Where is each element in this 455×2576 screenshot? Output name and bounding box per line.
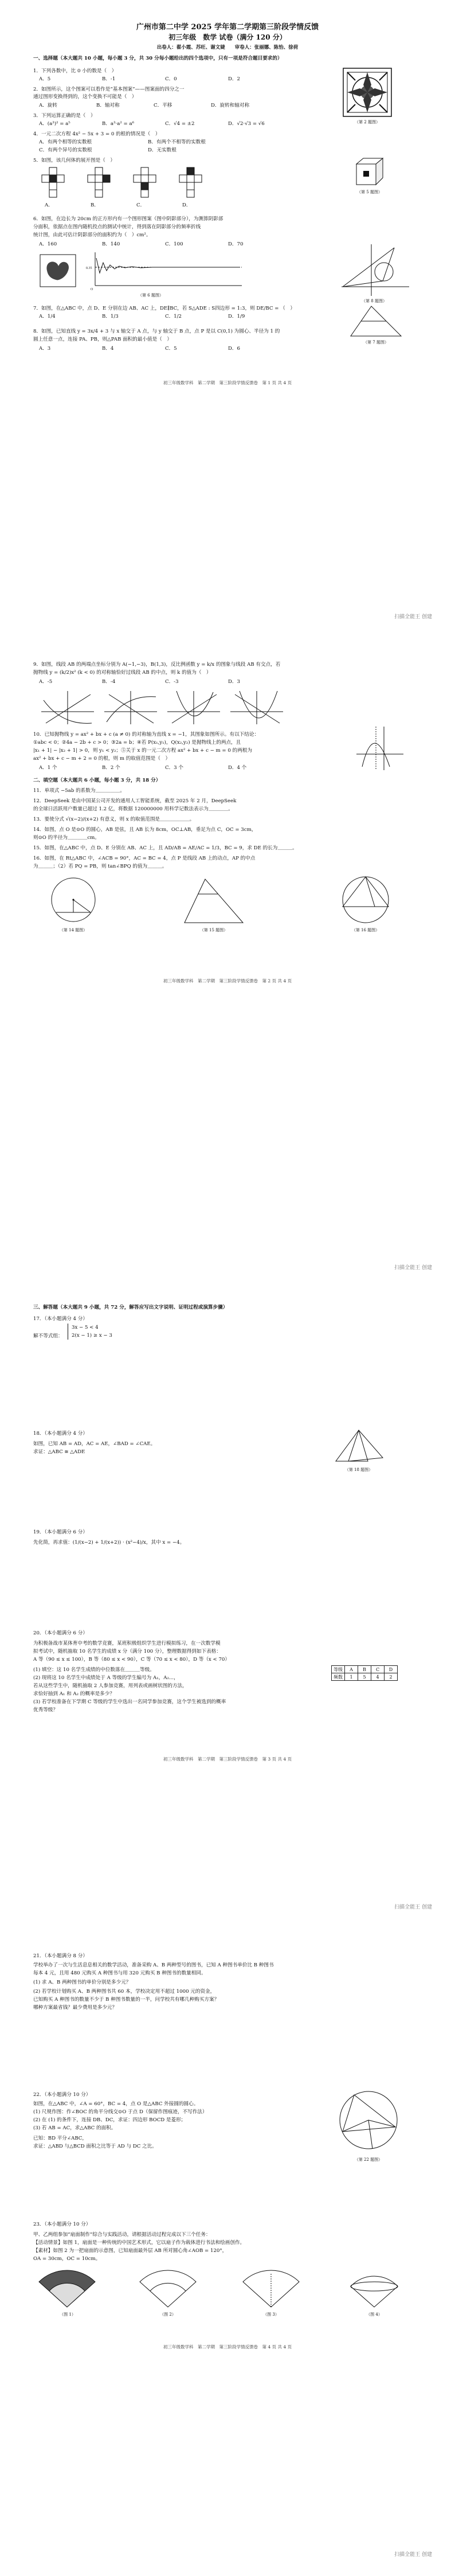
table-cell: 5 — [358, 1673, 371, 1681]
q6-option-d: D．70 — [228, 241, 244, 247]
q21-stem-1: 学校举办了一次与生活息息相关的数学活动，准备采购 A、B 两种型号的图书，已知 A 种图书单价比 B 种图书 — [33, 1962, 274, 1968]
q10-stem-cont2: |x₁ + 1| − |x₂ + 1| > 0，则 y₁ < y₂；⑤关于 x 的一元二次方程 ax² + bx + c − m = 0 的两根为 — [33, 748, 252, 754]
q14-figure-caption: （第 14 题图） — [59, 928, 88, 932]
q20-stem-1: 为积极备战市某体育中考的数学竞赛，某班积极组织学生进行模拟练习，在一次数学模 — [33, 1641, 221, 1646]
q20-stem-2: 拟考试中，随机抽取 10 名学生的成绩 x 分（满分 100 分），整理数据得到如下表格： — [33, 1649, 221, 1654]
q14-circle-figure — [45, 875, 102, 925]
q21-part-2c: 哪种方案最省钱？最少费用是多少元？ — [33, 2005, 117, 2011]
q2-option-d: D．旋转和轴对称 — [211, 103, 250, 108]
q10-graph-options — [39, 689, 291, 727]
table-row — [332, 1673, 398, 1681]
q23-fan-sector-figure — [240, 2269, 303, 2309]
q22-part-1: (1) 尺规作图：作∠BOC 的角平分线交⊙O 于点 D（保留作图痕迹，不写作法） — [33, 2109, 207, 2115]
table-cell: C — [371, 1666, 385, 1673]
q20-heading: 20．（本小题满分 6 分） — [33, 1630, 88, 1636]
q16-figure-caption: （第 16 题图） — [351, 928, 380, 932]
q5-cube-figure — [354, 156, 385, 187]
q4-option-b: B．有两个不相等的实数根 — [148, 139, 206, 145]
q14-stem: 14．如图，点 O 是⊙O 的圆心，AB 是弦，且 AB 长为 8cm，OC⊥AB，垂足为点 C，OC = 3cm， — [33, 827, 257, 833]
q22-stem: 如图，在△ABC 中，∠A = 60°，BC = 4，点 O 是△ABC 外接圆的圆心。 — [33, 2101, 199, 2107]
q14-stem-cont: 则⊙O 的半径为＿＿＿＿cm。 — [33, 835, 100, 841]
q18-prove: 求证：△ABC ≅ △ADE — [33, 1449, 85, 1455]
q16-stem-cont: 为＿＿＿；（2）若 PQ = PB，则 tan∠BPQ 的值为＿＿＿。 — [33, 864, 167, 869]
q22-part-2: (2) 在 (1) 的条件下，连接 DB、DC，求证：四边形 BOCD 是菱形； — [33, 2117, 186, 2123]
q1-stem: 1．下列各数中，比 0 小的数是（ ） — [33, 68, 117, 74]
table-cell: 等级 — [332, 1666, 345, 1673]
q9-option-b: B．-4 — [102, 679, 116, 685]
q6-option-a: A．160 — [39, 241, 57, 247]
q2-figure-caption: （第 2 题图） — [355, 120, 380, 124]
q10-option-c: C．3 个 — [165, 765, 183, 771]
q9-stem-cont: 抛物线 y = (k/2)x² (k < 0) 的对称轴恰好过线段 AB 的中点，则 k 的值为（ ） — [33, 670, 211, 676]
q8-circle-line-figure — [337, 242, 411, 297]
q2-stem: 2．如图所示，这个图案可以看作是“基本图案”——图案面的四分之一 — [33, 87, 185, 92]
q19-stem: 先化简，再求值：(1/(x−2) + 1/(x+2)) · (x²−4)/x，其中 x = −4。 — [33, 1540, 185, 1545]
table-cell: 频数 — [332, 1673, 345, 1681]
q12-stem: 12．DeepSeek 是由中国某公司开发的通用人工智能系统，截至 2025 年 2 月，DeepSeek — [33, 798, 237, 804]
page-2 — [0, 645, 455, 1290]
q1-option-c: C．0 — [165, 76, 177, 82]
q2-stem-cont: 通过图形变换得到的，这个变换不可能是（ ） — [33, 94, 137, 100]
q22-figure-caption: （第 22 题图） — [354, 2157, 383, 2162]
q22-circle-figure — [331, 2086, 406, 2155]
q11-stem: 11．单项式 −5ab 的系数为＿＿＿＿＿。 — [33, 788, 125, 794]
q23-heading: 23．（本小题满分 10 分） — [33, 2222, 91, 2227]
q7-option-b: B．1/3 — [102, 314, 119, 319]
q23-fan-cone-figure — [343, 2269, 406, 2309]
q20-part-2a: (2) 现将这 10 名学生中成绩处于 A 等级的学生编号为 A₁，A₂...， — [33, 1675, 179, 1681]
q15-figure-caption: （第 15 题图） — [199, 928, 228, 932]
q5-option-c: C． — [136, 202, 146, 208]
q20-frequency-table — [331, 1665, 398, 1681]
section-solve-heading: 三、解答题（本大题共 9 小题，共 72 分，解答应写出文字说明、证明过程或演算步骤） — [33, 1305, 228, 1310]
table-cell: 4 — [371, 1673, 385, 1681]
page-3 — [0, 1290, 455, 1935]
q18-stem: 如图，已知 AB = AD，AC = AE，∠BAD = ∠CAE。 — [33, 1441, 156, 1447]
q3-option-c: C．√4 = ±2 — [165, 121, 195, 127]
q21-stem-2: 每本 4 元，且用 480 元购买 A 种图书与用 320 元购买 B 种图书的数量相同。 — [33, 1970, 206, 1976]
q5-option-b: B． — [91, 202, 99, 208]
q10-option-b: B．2 个 — [102, 765, 120, 771]
q7-option-a: A．1/4 — [39, 314, 56, 319]
q2-option-c: C．平移 — [154, 103, 172, 108]
q3-option-b: B．a³·a² = a⁶ — [102, 121, 135, 127]
q23-stem: 甲、乙两组参加“扇面制作”综合与实践活动，请根据活动过程完成以下三个任务： — [33, 2232, 211, 2238]
q8-option-c: C．5 — [165, 346, 177, 352]
page-footer: 初三年级数学科 第二学期 第三阶段学情反馈卷 第 3 页 共 4 页 — [163, 1757, 292, 1762]
q7-option-c: C．1/2 — [165, 314, 182, 319]
q10-option-a: A．1 个 — [39, 765, 57, 771]
q21-part-1: (1) 求 A、B 两种图书的单价分别是多少元？ — [33, 1980, 131, 1985]
q4-option-a: A．有两个相等的实数根 — [39, 139, 92, 145]
q20-stem-3: A 等（90 ≤ x ≤ 100），B 等（80 ≤ x < 90），C 等（70 ≤ x < 80），D 等（x < 70） — [33, 1657, 230, 1662]
q7-option-d: D．1/9 — [228, 314, 245, 319]
q20-part-3b: 优秀等级？ — [33, 1707, 58, 1713]
q10-stem: 10．已知抛物线 y = ax² + bx + c (a ≠ 0) 的对称轴为直线 x = −1，其图象如图所示。有以下结论： — [33, 732, 260, 737]
page-4 — [0, 1935, 455, 2576]
q5-options-nets — [39, 166, 228, 200]
q8-figure-caption: （第 8 题图） — [362, 299, 387, 303]
q6-option-c: C．100 — [165, 241, 183, 247]
q23-scenario: 【活动情景】如图 1，扇面是一种传统的中国艺术形式，它以扇子作为载体进行书法和绘画创作。 — [33, 2240, 245, 2246]
q20-part-1: (1) 填空：这 10 名学生成绩的中位数落在＿＿＿等级。 — [33, 1667, 155, 1673]
q15-triangle-figure — [182, 877, 245, 925]
page-footer: 初三年级数学科 第二学期 第三阶段学情反馈卷 第 4 页 共 4 页 — [163, 2344, 292, 2349]
q2-option-a: A．旋转 — [39, 103, 57, 108]
q18-triangles-figure — [331, 1428, 386, 1465]
exam-sheet-3 — [10, 1301, 445, 1880]
scanner-watermark: 扫描全能王 创建 — [394, 614, 432, 620]
q17-inequality-2: 2(x − 1) ≥ x − 3 — [72, 1333, 112, 1338]
q23-fan-diagram-figure — [136, 2269, 199, 2309]
q1-option-b: B．-1 — [102, 76, 116, 82]
q16-stem: 16．如图，在 Rt△ABC 中，∠ACB = 90°，AC = BC = 4，点 P 是线段 AB 上的动点，AP 的中点 — [33, 856, 256, 861]
q6-frequency-line-figure — [84, 250, 244, 291]
q2-pattern-figure — [343, 68, 392, 117]
q19-heading: 19．（本小题满分 6 分） — [33, 1529, 88, 1535]
page-footer: 初三年级数学科 第二学期 第三阶段学情反馈卷 第 1 页 共 4 页 — [163, 380, 292, 385]
q9-option-c: C．-3 — [165, 679, 179, 685]
q5-option-a: A． — [45, 202, 53, 208]
q23-material-cont: OA = 30cm，OC = 10cm。 — [33, 2256, 101, 2262]
exam-sheet-2 — [10, 657, 445, 1236]
page-1 — [0, 0, 455, 645]
q4-stem: 4．一元二次方程 4x² − 5x + 3 = 0 的根的情况是（ ） — [33, 131, 160, 137]
exam-subtitle: 初三年级 数学 试卷（满分 120 分） — [168, 33, 287, 41]
q7-stem: 7．如图，在△ABC 中，点 D、E 分别在边 AB、AC 上，DE∥BC，若 S△ADE : S四边形 = 1:3，则 DE/BC = （ ） — [33, 306, 295, 311]
exam-title: 广州市第二中学 2025 学年第二学期第三阶段学情反馈 — [136, 23, 319, 32]
q5-stem: 5．如图，该几何体的展开图是（ ） — [33, 158, 115, 163]
scanner-watermark: 扫描全能王 创建 — [394, 1265, 432, 1271]
q8-option-d: D．6 — [228, 346, 240, 352]
table-cell: 1 — [345, 1673, 358, 1681]
q6-figure-caption: （第 6 题图） — [138, 293, 163, 298]
q6-option-b: B．140 — [102, 241, 120, 247]
q1-option-d: D．2 — [228, 76, 240, 82]
q6-stem-cont2: 统计图，由此可估计阴影部分的面积约为（ ）cm²。 — [33, 232, 151, 238]
q8-stem: 8．如图，已知直线 y = 3x/4 + 3 与 x 轴交于 A 点，与 y 轴交于 B 点，点 P 是以 C(0,1) 为圆心、半径为 1 的 — [33, 329, 280, 334]
q13-stem: 13．要使分式 √(x−2)/(x+2) 有意义，则 x 的取值范围是＿＿＿＿＿＿。 — [33, 817, 195, 822]
table-cell: B — [358, 1666, 371, 1673]
q23-figure4-caption: （图 4） — [366, 2312, 382, 2317]
q17-stem: 解不等式组： — [33, 1333, 63, 1339]
q9-option-d: D．3 — [228, 679, 240, 685]
q9-stem: 9．如图，线段 AB 的两端点坐标分别为 A(−1,−3)，B(1,3)，反比例函数 y = k/x 的图象与线段 AB 有交点，若 — [33, 662, 281, 668]
q8-option-b: B．4 — [102, 346, 114, 352]
q23-figure3-caption: （图 3） — [263, 2312, 279, 2317]
table-cell: A — [345, 1666, 358, 1673]
q10-stem-cont3: ax² + bx + c − m + 2 = 0 的根，则 m 的取值范围是（ ） — [33, 756, 171, 762]
q22-heading: 22．（本小题满分 10 分） — [33, 2092, 91, 2098]
q22-prove: 求证：△ABD 与△BCD 面积之比等于 AD 与 DC 之比。 — [33, 2144, 157, 2149]
q6-shaded-square-figure — [39, 253, 77, 288]
q3-stem: 3．下列运算正确的是（ ） — [33, 113, 96, 119]
q17-inequality-system — [68, 1324, 112, 1340]
exam-sheet-4 — [10, 1948, 445, 2528]
q23-figure2-caption: （图 2） — [160, 2312, 176, 2317]
q6-stem: 6．如图，在边长为 20cm 的正方形内有一个图形图案（图中阴影部分），为测算阴影部 — [33, 216, 223, 222]
exam-sheet-1 — [10, 13, 445, 591]
q23-fan-photo-figure — [36, 2269, 99, 2309]
q10-stem-cont1: ①abc < 0；②4a − 2b + c > 0；③2a = b；④若 P(x₁,y₁)，Q(x₂,y₂) 是抛物线上的两点，且 — [33, 740, 241, 746]
q20-part-2c: 求恰好抽到 A₁ 和 A₂ 的概率是多少？ — [33, 1691, 115, 1697]
table-header-row — [332, 1666, 398, 1673]
exam-authors: 出卷人：翟小霞、苏旺、谢文婕 审卷人：张丽娜、陈怡、徐荷 — [156, 45, 299, 50]
q4-option-d: D．无实数根 — [148, 147, 176, 153]
q3-option-a: A．(a³)² = a⁵ — [39, 121, 70, 127]
q5-figure-caption: （第 5 题图） — [357, 190, 382, 194]
q21-heading: 21．（本小题满分 8 分） — [33, 1953, 88, 1959]
q22-part-3: (3) 若 AB = AC，求△ABC 的面积。 — [33, 2125, 116, 2131]
scanner-watermark: 扫描全能王 创建 — [394, 2552, 432, 2558]
q17-inequality-1: 3x − 5 < 4 — [72, 1325, 99, 1330]
q20-part-3a: (3) 若学校准备在下学期 C 等级的学生中选出一名同学参加竞赛，这个学生被选到的概率 — [33, 1699, 226, 1705]
q4-option-c: C．有两个异号的实数根 — [39, 147, 92, 153]
q16-right-triangle-figure — [331, 872, 400, 925]
q12-stem-cont: 的全球日活跃用户数量已超过 1.2 亿，将数据 120000000 用科学记数法表示为＿＿＿＿。 — [33, 806, 233, 812]
q1-option-a: A．5 — [39, 76, 51, 82]
q23-material: 【素材】如图 2 为一把扇面的示意图，已知扇面最外层 AB 所对圆心角∠AOB = 120°， — [33, 2248, 227, 2254]
q5-option-d: D． — [182, 202, 191, 208]
q3-option-d: D．√2·√3 = √6 — [228, 121, 265, 127]
q20-part-2b: 若从这些学生中，随机抽取 2 人参加竞赛，用列表或画树状图的方法， — [33, 1683, 187, 1689]
q21-part-2b: 已知购买 A 种图书的数量不少于 B 种图书数量的一半，问学校共有哪几种购买方案？ — [33, 1997, 219, 2003]
q8-stem-cont: 圆上任意一点，连接 PA、PB，则△PAB 面积的最小值是（ ） — [33, 337, 172, 342]
q6-stem-cont1: 分面积，依据点在图内随机投点的测试中统计，得到落在阴影部分的频率折线 — [33, 224, 201, 230]
q18-figure-caption: （第 18 题图） — [344, 1467, 373, 1472]
table-cell: 2 — [385, 1673, 398, 1681]
section-choice-heading: 一、选择题（本大题共 10 小题，每小题 3 分，共 30 分每小题给出的四个选项中，只有一项是符合题目要求的） — [33, 56, 283, 61]
q18-heading: 18．（本小题满分 4 分） — [33, 1431, 88, 1437]
q17-heading: 17．（本小题满分 4 分） — [33, 1316, 88, 1322]
scanner-watermark: 扫描全能王 创建 — [394, 1904, 432, 1910]
q10-option-d: D．4 个 — [228, 765, 247, 771]
page-footer: 初三年级数学科 第二学期 第三阶段学情反馈卷 第 2 页 共 4 页 — [163, 978, 292, 983]
q22-given: 已知：BD 平分∠ABC， — [33, 2136, 87, 2141]
q15-stem: 15．如图，在△ABC 中，点 D、E 分别在 AB、AC 上，且 AD/AB = AE/AC = 1/3，BC = 9，求 DE 的长为＿＿＿。 — [33, 845, 297, 851]
svg-text:O: O — [91, 288, 93, 291]
q2-option-b: B．轴对称 — [96, 103, 120, 108]
q10-parabola-figure — [354, 725, 406, 771]
table-cell: D — [385, 1666, 398, 1673]
q23-figure1-caption: （图 1） — [60, 2312, 76, 2317]
svg-text:0.35: 0.35 — [86, 267, 92, 270]
section-fill-heading: 二、填空题（本大题共 6 小题，每小题 3 分，共 18 分） — [33, 778, 161, 783]
q9-option-a: A．-5 — [39, 679, 53, 685]
q8-option-a: A．3 — [39, 346, 51, 352]
q21-part-2a: (2) 若学校计划购买 A、B 两种图书共 60 本，学校决定用不超过 1000 元的资金， — [33, 1989, 215, 1995]
q7-figure-caption: （第 7 题图） — [363, 340, 389, 345]
